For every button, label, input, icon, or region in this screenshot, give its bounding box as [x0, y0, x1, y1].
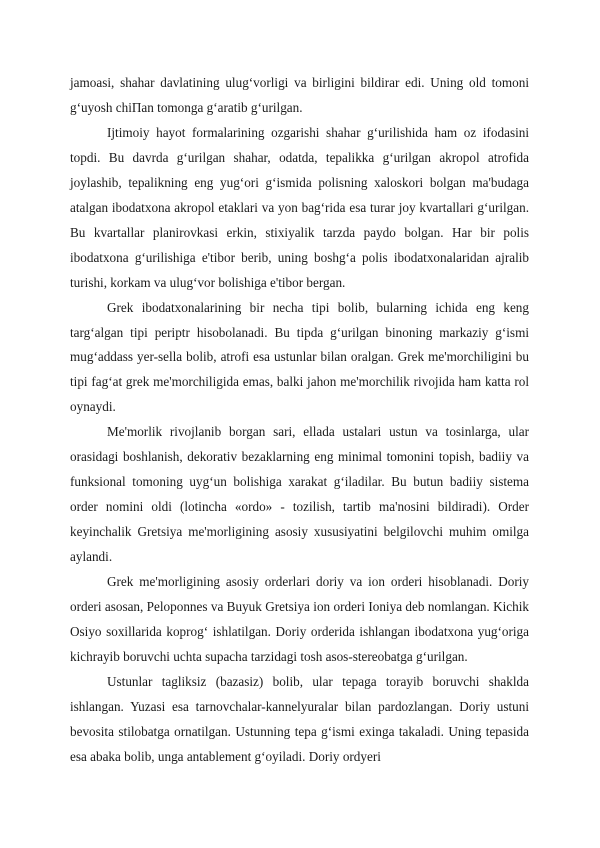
paragraph-1: jamoasi, shahar davlatining ulug‘vorligi va birligini bildirar edi. Uning old tomoni g‘uyosh chiПan tomonga g‘aratib g‘urilgan. — [70, 75, 529, 115]
paragraph-5: Grek me'morligining asosiy orderlari doriy va ion orderi hisoblanadi. Doriy orderi asosan, Peloponnes va Buyuk Gretsiya ion orderi Ioniya deb nomlangan. Kichik Osiyo soxillarida koprog‘ ishlatilgan. Doriy orderida ishlangan ibodatxona yug‘origa kichrayib boruvchi uchta supacha tarzidagi tosh asos-stereobatga g‘urilgan. — [70, 574, 529, 664]
paragraph-4: Me'morlik rivojlanib borgan sari, ellada ustalari ustun va tosinlarga, ular orasidagi boshlanish, dekorativ bezaklarning eng minimal tomonini topish, badiiy va funksional tomoning uyg‘un bolishiga xarakat g‘iladilar. Bu butun badiiy sistema order nomini oldi (lotincha «ordo» - tozilish, tartib ma'nosini bildiradi). Order keyinchalik Gretsiya me'morligining asosiy xususiyatini belgilovchi muhim omilga aylandi. — [70, 424, 529, 565]
body-text — [70, 71, 529, 770]
paragraph-3: Grek ibodatxonalarining bir necha tipi bolib, bularning ichida eng keng targ‘algan tipi periptr hisobolanadi. Bu tipda g‘urilgan binoning markaziy g‘ismi mug‘addass yer-sella bolib, atrofi esa ustunlar bilan oralgan. Grek me'morchiligini bu tipi fag‘at grek me'morchiligida emas, balki jahon me'morchilik rivojida ham katta rol oynaydi. — [70, 299, 529, 415]
paragraph-2: Ijtimoiy hayot formalarining ozgarishi shahar g‘urilishida ham oz ifodasini topdi. Bu davrda g‘urilgan shahar, odatda, tepalikka g‘urilgan akropol atrofida joylashib, tepalikning eng yug‘ori g‘ismida polisning xaloskori bolgan ma'budaga atalgan ibodatxona akropol etaklari va yon bag‘rida esa turar joy kvartallari g‘urilgan. Bu kvartallar planirovkasi erkin, stixiyalik tarzda paydo bolgan. Har bir polis ibodatxona g‘urilishiga e'tibor berib, uning boshg‘a polis ibodatxonalaridan ajralib turishi, korkam va ulug‘vor bolishiga e'tibor bergan. — [70, 124, 529, 290]
paragraph-6: Ustunlar tagliksiz (bazasiz) bolib, ular tepaga torayib boruvchi shaklda ishlangan. Yuzasi esa tarnovchalar-kannelyuralar bilan pardozlangan. Doriy ustuni bevosita stilobatga ornatilgan. Ustunning tepa g‘ismi exinga takaladi. Uning tepasida esa abaka bolib, unga antablement g‘oyiladi. Doriy ordyeri — [70, 673, 529, 764]
